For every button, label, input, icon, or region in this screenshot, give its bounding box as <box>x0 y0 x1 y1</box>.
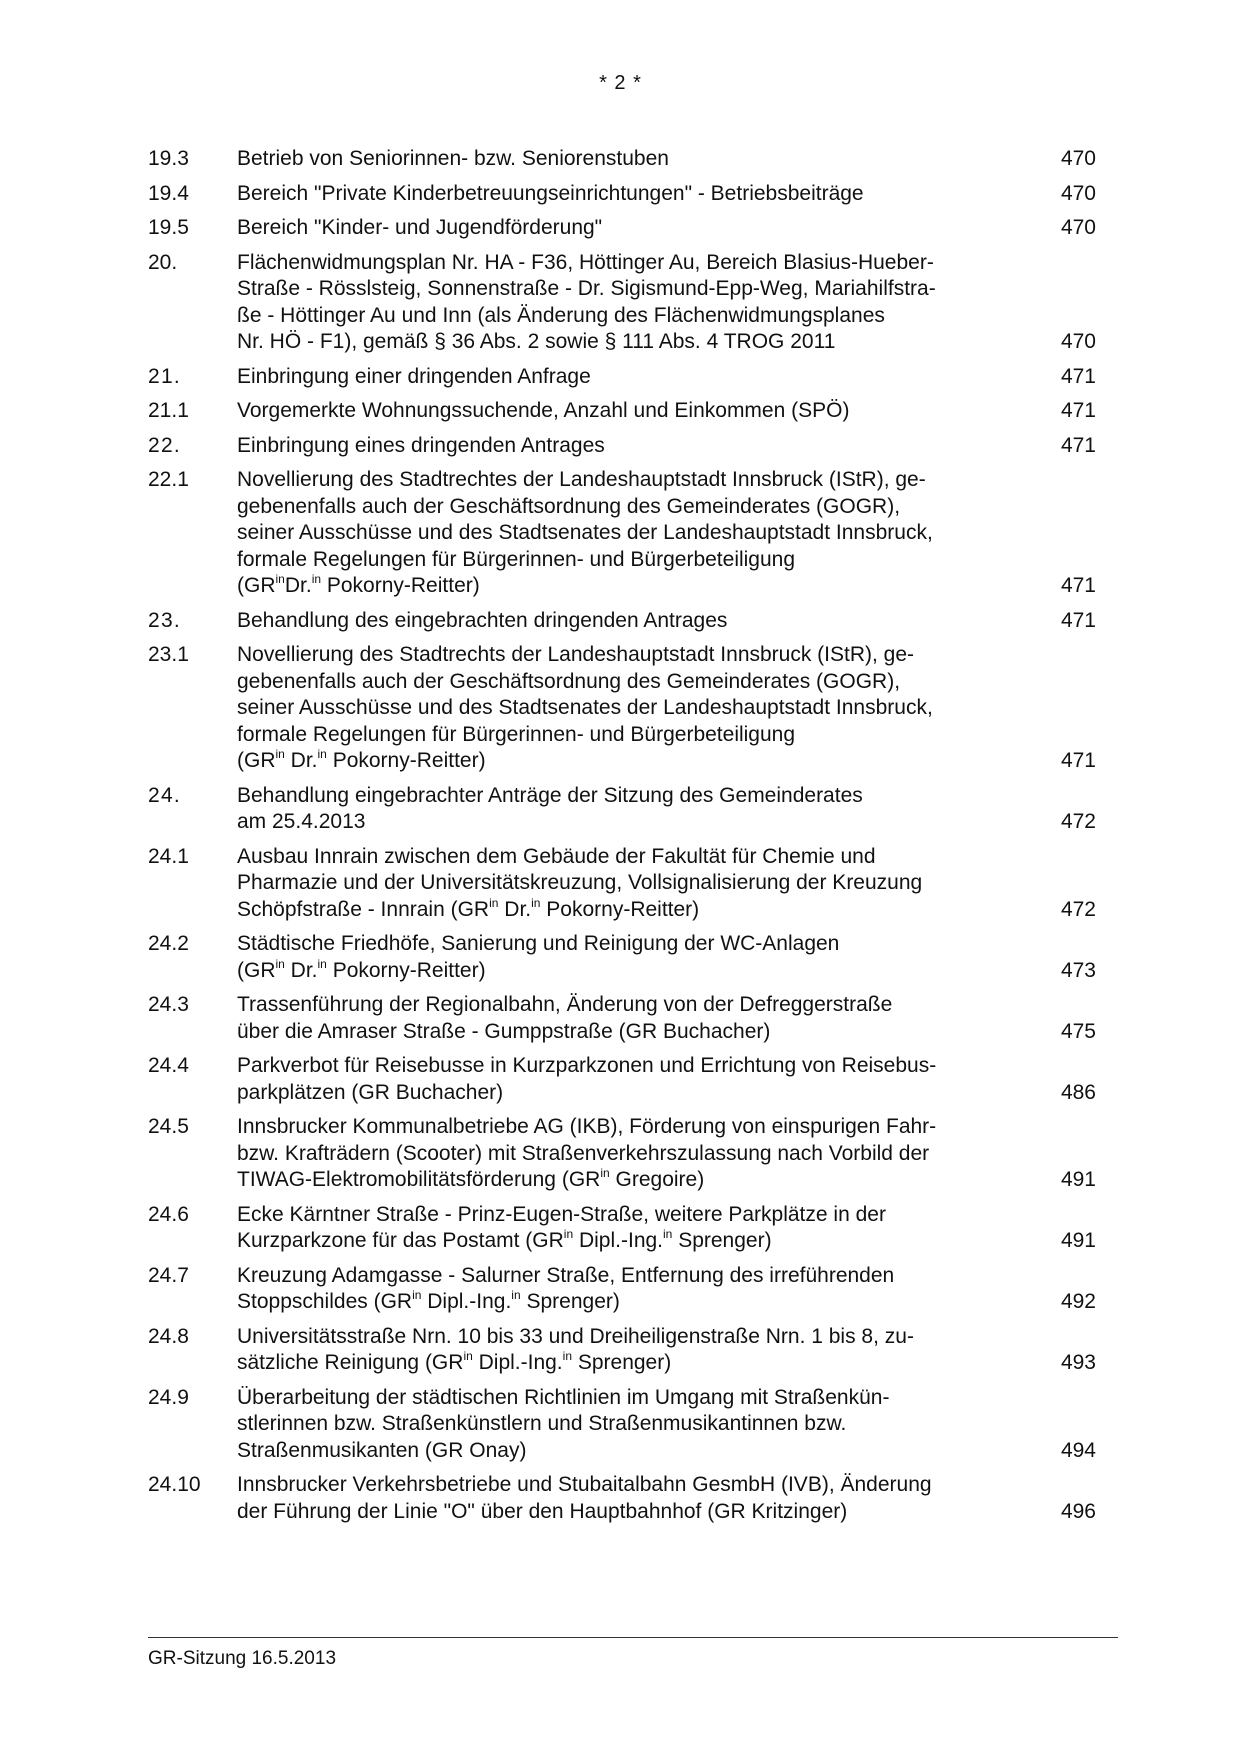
toc-entry-title-line: Überarbeitung der städtischen Richtlinien im Umgang mit Straßenkün- <box>237 1385 890 1409</box>
superscript-in: in <box>317 747 327 761</box>
toc-entry-title <box>237 181 1007 208</box>
toc-entry-number: 22. <box>148 433 181 457</box>
toc-entry-title-line: ($GR^{in}Dr.^{in}$ Pokorny-Reitter) <box>237 572 480 597</box>
superscript-in: in <box>463 1349 473 1363</box>
toc-entry <box>148 215 1096 242</box>
toc-entry-number: 24.3 <box>148 993 189 1016</box>
toc-entry-title <box>237 1263 1007 1316</box>
toc-entry-title <box>237 1385 1007 1465</box>
superscript-in: in <box>531 895 541 910</box>
toc-entry-title-line: Innsbrucker Kommunalbetriebe AG (IKB), Förderung von einspurigen Fahr- <box>237 1115 937 1138</box>
toc-entry-title-line: seiner Ausschüsse und des Stadtsenates der Landeshauptstadt Innsbruck, <box>237 696 933 719</box>
toc-entry-title-line: Straßenmusikanten (GR Onay) <box>237 1438 527 1462</box>
superscript-in: in <box>600 1166 610 1180</box>
toc-entry-number: 24. <box>148 783 181 807</box>
toc-entry-title-line: am 25.4.2013 <box>237 810 366 833</box>
page-number-marker: * 2 * <box>599 72 642 94</box>
toc-entry-title-line: TIWAG-Elektromobilitätsförderung ($GR^{in}$ Gregoire) <box>237 1166 705 1191</box>
toc-entry <box>148 1053 1096 1106</box>
toc-entry-page: 471 <box>1060 608 1096 632</box>
toc-entry <box>148 1385 1096 1465</box>
toc-entry-title-line: gebenenfalls auch der Geschäftsordnung des Gemeinderates (GOGR), <box>237 494 901 518</box>
toc-entry-title-line: Innsbrucker Verkehrsbetriebe und Stubaitalbahn GesmbH (IVB), Änderung <box>237 1473 932 1496</box>
toc-entry <box>148 398 1096 425</box>
toc-entry-title-line: Einbringung eines dringenden Antrages <box>237 433 605 457</box>
toc-entry <box>148 433 1096 460</box>
toc-entry-title-line: Ausbau Innrain zwischen dem Gebäude der Fakultät für Chemie und <box>237 844 876 868</box>
toc-entry-title-line: bzw. Krafträdern (Scooter) mit Straßenverkehrszulassung nach Vorbild der <box>237 1141 930 1165</box>
toc-entry-title-line: Kurzparkzone für das Postamt ($GR^{in}$ Dipl.-Ing.$^{in}$ Sprenger) <box>237 1227 772 1252</box>
superscript-in: in <box>563 1227 574 1241</box>
toc-entry-title <box>237 844 1007 924</box>
toc-entry-title <box>237 642 1007 775</box>
superscript-in: in <box>275 747 285 761</box>
superscript-in: in <box>311 572 322 586</box>
toc-entry-title-line: sätzliche Reinigung ($GR^{in}$ Dipl.-Ing.$^{in}$ Sprenger) <box>237 1349 672 1374</box>
toc-entry-page: 471 <box>1060 433 1096 457</box>
toc-entry-title-line: Behandlung eingebrachter Anträge der Sitzung des Gemeinderates <box>237 783 863 807</box>
toc-entry-number: 24.5 <box>148 1115 189 1138</box>
toc-entry <box>148 608 1096 635</box>
toc-entry-title-line: Einbringung einer dringenden Anfrage <box>237 364 591 388</box>
toc-entry <box>148 146 1096 173</box>
toc-entry-title <box>237 1114 1007 1194</box>
toc-entry-title-line: Betrieb von Seniorinnen- bzw. Seniorenstuben <box>237 147 669 170</box>
toc-entry-page: 471 <box>1060 574 1096 597</box>
toc-entry-page: 471 <box>1060 399 1096 422</box>
toc-entry-title-line: gebenenfalls auch der Geschäftsordnung des Gemeinderates (GOGR), <box>237 669 901 693</box>
toc-entry-title-line: stlerinnen bzw. Straßenkünstlern und Straßenmusikantinnen bzw. <box>237 1412 847 1435</box>
superscript-in: in <box>412 1288 422 1302</box>
toc-entry-title-line: Trassenführung der Regionalbahn, Änderung von der Defreggerstraße <box>237 993 893 1016</box>
toc-entry-page: 491 <box>1060 1229 1096 1252</box>
toc-entry-title <box>237 1053 1007 1106</box>
toc-entry <box>148 642 1096 775</box>
superscript-in: in <box>317 956 327 971</box>
toc-entry-title-line: Städtische Friedhöfe, Sanierung und Reinigung der WC-Anlagen <box>237 932 840 955</box>
toc-entry <box>148 181 1096 208</box>
toc-entry-title-line: Parkverbot für Reisebusse in Kurzparkzonen und Errichtung von Reisebus- <box>237 1054 937 1077</box>
toc-entry <box>148 1472 1096 1525</box>
toc-entry-title-line: ße - Höttinger Au und Inn (als Änderung des Flächenwidmungsplanes <box>237 303 885 327</box>
toc-entry-number: 24.9 <box>148 1385 189 1409</box>
toc-entry-number: 24.10 <box>148 1473 201 1496</box>
toc-entry-page: 472 <box>1060 897 1096 921</box>
toc-entry-title-line: Schöpfstraße - Innrain ($GR^{in}$ Dr.$^{in}$ Pokorny-Reitter) <box>237 895 700 921</box>
toc-entry-title-line: Universitätsstraße Nrn. 10 bis 33 und Dreiheiligenstraße Nrn. 1 bis 8, zu- <box>237 1324 914 1348</box>
toc-entry-number: 23. <box>148 608 181 632</box>
toc-entry-number: 19.3 <box>148 147 189 170</box>
toc-entry-title <box>237 215 1007 242</box>
toc-entry-title-line: Bereich "Kinder- und Jugendförderung" <box>237 216 603 239</box>
toc-entry <box>148 931 1096 984</box>
toc-entry-number: 24.2 <box>148 932 189 955</box>
toc-entry-title-line: parkplätzen (GR Buchacher) <box>237 1080 504 1104</box>
toc-entry <box>148 467 1096 600</box>
toc-entry-page: 473 <box>1060 958 1096 982</box>
toc-entry-number: 20. <box>148 250 178 274</box>
toc-entry <box>148 844 1096 924</box>
toc-entry-number: 22.1 <box>148 468 189 491</box>
toc-entry-title <box>237 608 1007 635</box>
toc-entry-page: 496 <box>1060 1499 1096 1523</box>
toc-entry <box>148 1263 1096 1316</box>
toc-entry-title <box>237 992 1007 1045</box>
toc-entry <box>148 783 1096 836</box>
toc-entry-title-line: Flächenwidmungsplan Nr. HA - F36, Höttinger Au, Bereich Blasius-Hueber- <box>237 250 934 274</box>
table-of-contents <box>148 146 1096 1533</box>
superscript-in: in <box>511 1288 521 1302</box>
toc-entry-page: 472 <box>1060 810 1096 833</box>
toc-entry-title <box>237 1324 1007 1377</box>
toc-entry-number: 24.1 <box>148 844 189 868</box>
toc-entry <box>148 992 1096 1045</box>
toc-entry-title-line: Stoppschildes ($GR^{in}$ Dipl.-Ing.$^{in}$ Sprenger) <box>237 1288 620 1313</box>
toc-entry-title-line: Novellierung des Stadtrechts der Landeshauptstadt Innsbruck (IStR), ge- <box>237 643 915 666</box>
toc-entry-title-line: Straße - Rösslsteig, Sonnenstraße - Dr. Sigismund-Epp-Weg, Mariahilfstra- <box>237 277 936 300</box>
toc-entry-title <box>237 1472 1007 1525</box>
toc-entry <box>148 1324 1096 1377</box>
toc-entry-page: 470 <box>1060 181 1096 205</box>
toc-entry-page: 486 <box>1060 1080 1096 1104</box>
toc-entry-title-line: seiner Ausschüsse und des Stadtsenates der Landeshauptstadt Innsbruck, <box>237 521 933 544</box>
superscript-in: in <box>562 1349 572 1363</box>
superscript-in: in <box>275 956 285 971</box>
toc-entry-title-line: Pharmazie und der Universitätskreuzung, Vollsignalisierung der Kreuzung <box>237 871 923 894</box>
toc-entry-title-line: Bereich "Private Kinderbetreuungseinrichtungen" - Betriebsbeiträge <box>237 181 864 205</box>
toc-entry <box>148 1114 1096 1194</box>
toc-entry <box>148 364 1096 391</box>
toc-entry-title-line: Nr. HÖ - F1), gemäß § 36 Abs. 2 sowie § 111 Abs. 4 TROG 2011 <box>237 330 836 353</box>
toc-entry-title-line: ($GR^{in}$ Dr.$^{in}$ Pokorny-Reitter) <box>237 747 486 772</box>
toc-entry <box>148 1202 1096 1255</box>
toc-entry-title <box>237 467 1007 600</box>
toc-entry-number: 21. <box>148 364 181 388</box>
toc-entry-title-line: Vorgemerkte Wohnungssuchende, Anzahl und Einkommen (SPÖ) <box>237 399 850 422</box>
toc-entry-title <box>237 250 1007 356</box>
toc-entry-page: 494 <box>1060 1438 1096 1462</box>
toc-entry-title-line: Novellierung des Stadtrechtes der Landeshauptstadt Innsbruck (IStR), ge- <box>237 468 926 491</box>
toc-entry-title <box>237 433 1007 460</box>
toc-entry-page: 471 <box>1060 749 1096 772</box>
toc-entry-number: 24.4 <box>148 1054 189 1077</box>
toc-entry-title-line: formale Regelungen für Bürgerinnen- und Bürgerbeteiligung <box>237 547 796 571</box>
toc-entry-page: 470 <box>1060 330 1096 353</box>
superscript-in: in <box>275 572 285 586</box>
toc-entry-title-line: Ecke Kärntner Straße - Prinz-Eugen-Straße, weitere Parkplätze in der <box>237 1202 886 1226</box>
toc-entry-number: 19.5 <box>148 216 189 239</box>
toc-entry-title-line: ($GR^{in}$ Dr.$^{in}$ Pokorny-Reitter) <box>237 956 486 982</box>
toc-entry-title <box>237 146 1007 173</box>
superscript-in: in <box>663 1227 673 1241</box>
footer-session-date: GR-Sitzung 16.5.2013 <box>148 1648 337 1669</box>
toc-entry-title <box>237 931 1007 984</box>
superscript-in: in <box>489 895 499 910</box>
toc-entry-page: 492 <box>1060 1290 1096 1313</box>
toc-entry-title-line: Behandlung des eingebrachten dringenden Antrages <box>237 608 728 632</box>
toc-entry-page: 471 <box>1060 364 1096 388</box>
toc-entry-title <box>237 1202 1007 1255</box>
toc-entry-page: 470 <box>1060 147 1096 170</box>
toc-entry-number: 24.8 <box>148 1324 189 1348</box>
toc-entry-title-line: formale Regelungen für Bürgerinnen- und Bürgerbeteiligung <box>237 722 796 746</box>
toc-entry-number: 21.1 <box>148 399 189 422</box>
toc-entry-page: 470 <box>1060 216 1096 239</box>
toc-entry-title-line: der Führung der Linie "O" über den Hauptbahnhof (GR Kritzinger) <box>237 1499 848 1523</box>
toc-entry-page: 493 <box>1060 1351 1096 1374</box>
toc-entry-page: 475 <box>1060 1019 1096 1043</box>
toc-entry-number: 24.7 <box>148 1263 189 1287</box>
toc-entry-number: 23.1 <box>148 643 189 666</box>
footer-divider <box>148 1637 1118 1638</box>
toc-entry-title-line: Kreuzung Adamgasse - Salurner Straße, Entfernung des irreführenden <box>237 1263 895 1287</box>
toc-entry-title <box>237 398 1007 425</box>
toc-entry-number: 24.6 <box>148 1202 189 1226</box>
toc-entry-title <box>237 783 1007 836</box>
toc-entry-title <box>237 364 1007 391</box>
toc-entry-page: 491 <box>1060 1168 1096 1191</box>
toc-entry-title-line: über die Amraser Straße - Gumppstraße (GR Buchacher) <box>237 1019 771 1043</box>
toc-entry <box>148 250 1096 356</box>
toc-entry-number: 19.4 <box>148 181 189 205</box>
